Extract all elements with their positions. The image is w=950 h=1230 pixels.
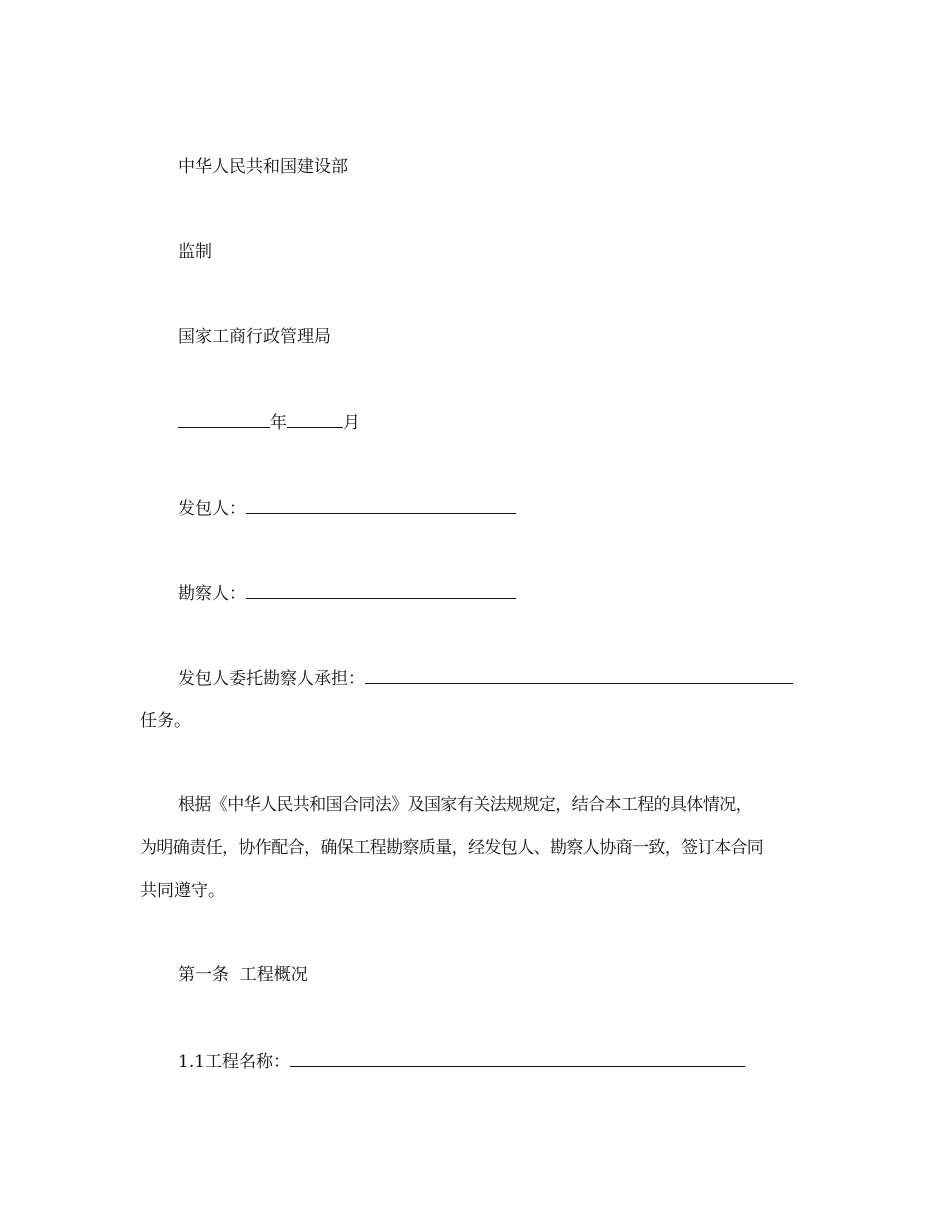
preamble-line-3: 共同遵守。 (140, 881, 225, 901)
preamble-line-2: 为明确责任，协作配合，确保工程勘察质量，经发包人、勘察人协商一致，签订本合同 (140, 838, 764, 858)
commission-suffix: 任务。 (140, 711, 191, 731)
date-line (178, 411, 360, 434)
commission-line (178, 667, 793, 690)
client-line (178, 497, 516, 520)
project-name-label: 1.1工程名称： (178, 1052, 291, 1072)
article-1-heading: 第一条 工程概况 (178, 965, 308, 985)
issuer-bureau: 国家工商行政管理局 (178, 327, 331, 347)
client-label: 发包人： (178, 499, 246, 519)
article-1-item-1-1 (178, 1050, 745, 1073)
surveyor-blank (246, 582, 516, 599)
commission-blank (365, 667, 793, 684)
year-label: 年 (270, 413, 287, 433)
client-blank (246, 497, 516, 514)
year-blank (178, 411, 270, 428)
commission-text: 发包人委托勘察人承担： (178, 669, 365, 689)
surveyor-label: 勘察人： (178, 584, 246, 604)
month-label: 月 (343, 413, 360, 433)
issuer-supervise: 监制 (178, 242, 212, 262)
project-name-blank (290, 1050, 745, 1067)
issuer-ministry: 中华人民共和国建设部 (178, 157, 348, 177)
month-blank (287, 411, 343, 428)
preamble-line-1: 根据《中华人民共和国合同法》及国家有关法规规定，结合本工程的具体情况， (178, 795, 752, 815)
surveyor-line (178, 582, 516, 605)
